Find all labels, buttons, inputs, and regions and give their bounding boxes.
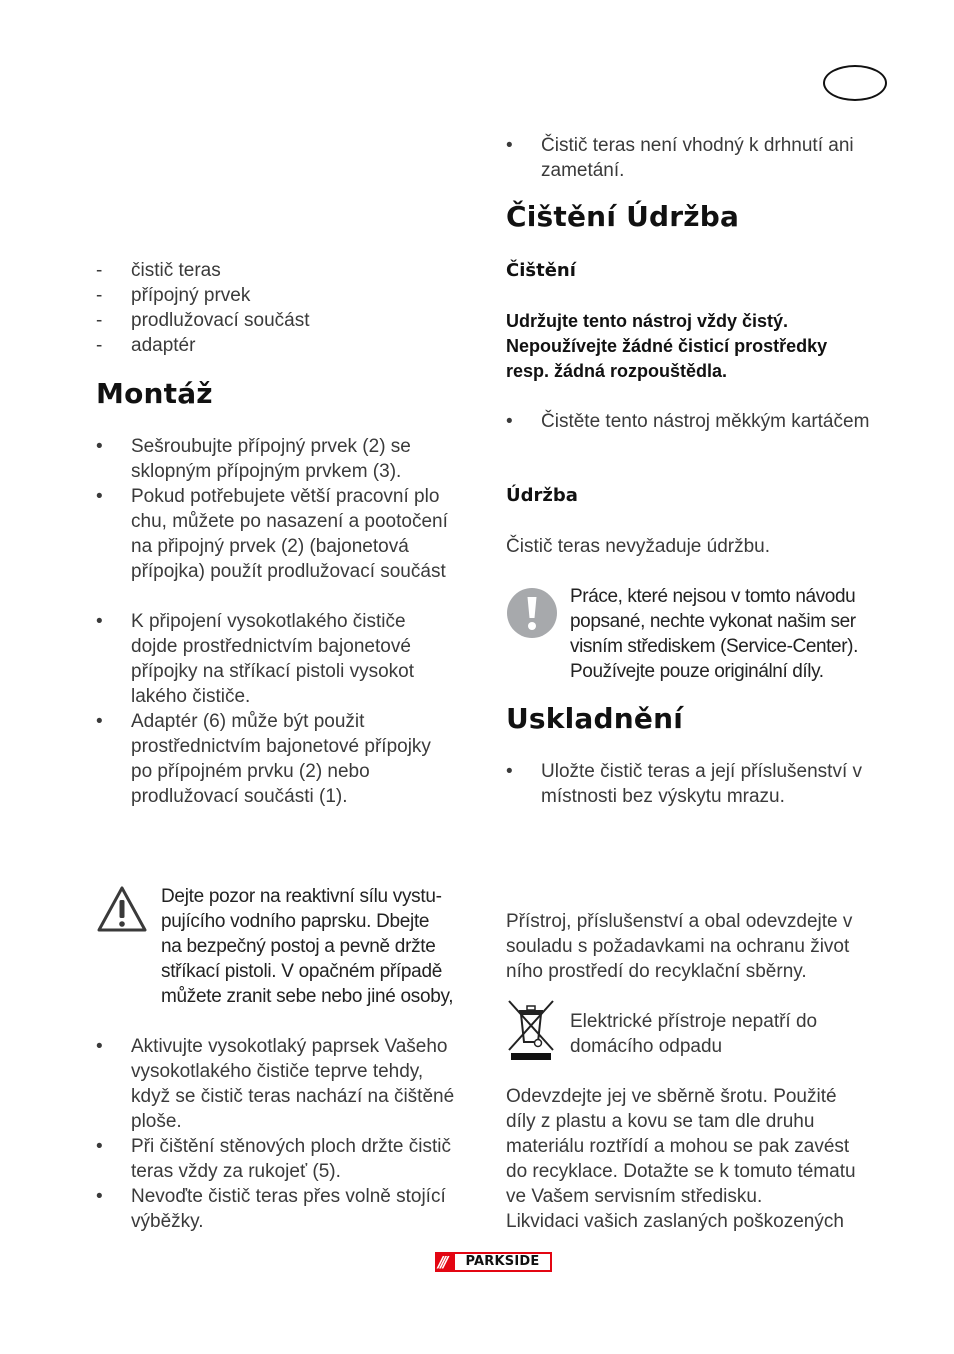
section-title-care: Čištění Údržba [506, 200, 740, 233]
warning-icon [97, 886, 147, 932]
subtitle-maintenance: Údržba [506, 485, 578, 506]
subtitle-cleaning: Čištění [506, 260, 576, 281]
cleaning-instructions: Udržujte tento nástroj vždy čistý. Nepoužívejte žádné čisticí prostředky resp. žádná rozpouštědla. [506, 311, 828, 381]
crossed-bin-icon [506, 998, 556, 1062]
language-badge [823, 65, 887, 101]
section-title-storage: Uskladnění [506, 702, 684, 735]
parkside-logo: /// PARKSIDE [435, 1252, 552, 1272]
notice-text: Práce, které nejsou v tomto návodu popsané, nechte vykonat našim ser visním střediskem (Service-Center). Používejte pouze originální díly. [570, 586, 858, 682]
disposal-text: Přístroj, příslušenství a obal odevzdejte v souladu s požadavkami na ochranu život ního prostředí do recyklační sběrny. [506, 911, 853, 982]
logo-plate [455, 1254, 550, 1270]
disposal-text-2: Odevzdejte jej ve sběrně šrotu. Použité díly z plastu a kovu se tam dle druhu materiálu roztřídí a mohou se pak zavést do recyklace. Dotažte se k tomuto tématu ve Vašem servisním středisku. Likvidaci vašich zaslaných poškozených [506, 1086, 856, 1232]
weee-text: Elektrické přístroje nepatří do domácího odpadu [570, 1011, 818, 1057]
brand-name: PARKSIDE [465, 1254, 540, 1269]
warning-text: Dejte pozor na reaktivní sílu vystu- pujícího vodního paprsku. Dbejte na bezpečný postoj a pevně držte stříkací pistoli. V opačném případě můžete zranit sebe nebo jiné osoby, [161, 886, 454, 1007]
exclamation-icon [506, 587, 558, 639]
section-title-assembly: Montáž [96, 377, 213, 410]
maintenance-text: Čistič teras nevyžaduje údržbu. [506, 536, 771, 557]
